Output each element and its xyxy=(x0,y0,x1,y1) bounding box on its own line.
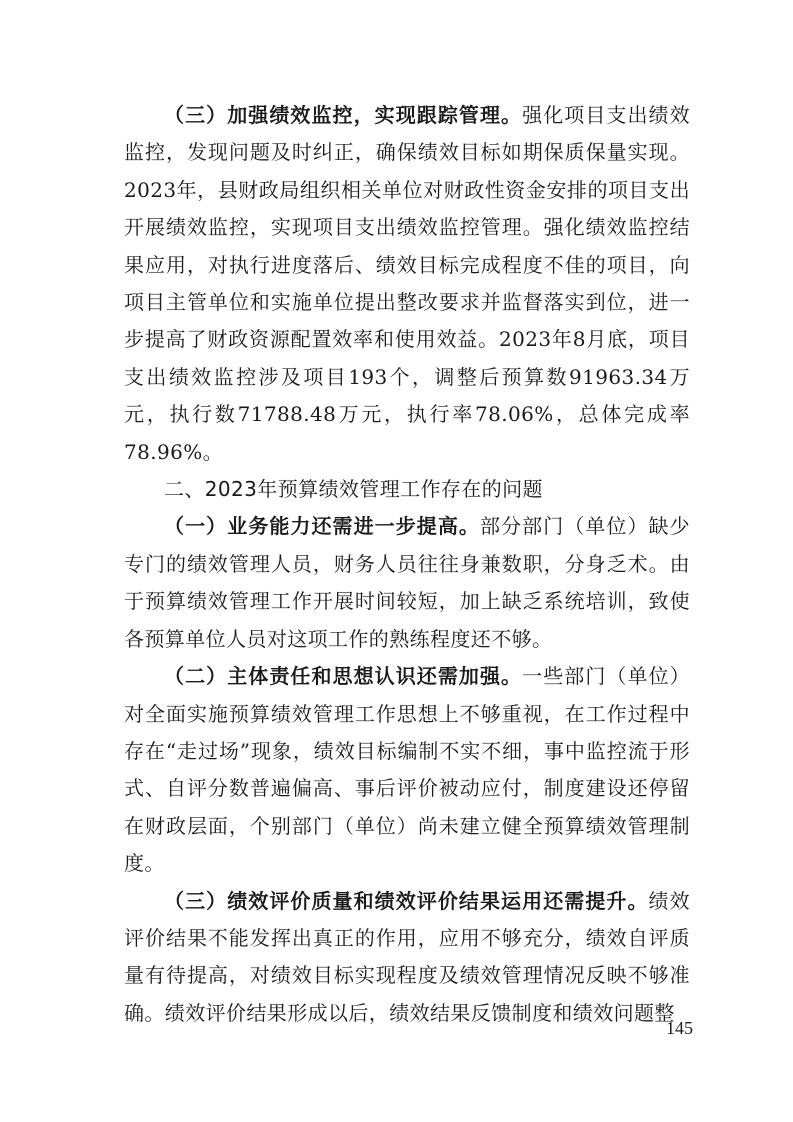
paragraph-responsibility xyxy=(124,658,690,882)
paragraph-lead: （二）主体责任和思想认识还需加强。 xyxy=(164,664,523,689)
paragraph-evaluation xyxy=(124,883,690,1033)
paragraph-capability xyxy=(124,508,690,658)
paragraph-body: 强化项目支出绩效监控，发现问题及时纠正，确保绩效目标如期保质保量实现。2023年，县财政局组织相关单位对财政性资金安排的项目支出开展绩效监控，实现项目支出绩效监控管理。强化绩效监控结果应用，对执行进度落后、绩效目标完成程度不佳的项目，向项目主管单位和实施单位提出整改要求并监督落实到位，进一步提高了财政资源配置效率和使用效益。2023年8月底，项目支出绩效监控涉及项目193个，调整后预算数91963.34万元，执行数71788.48万元，执行率78.06%，总体完成率78.96%。 xyxy=(124,103,690,464)
section-heading-problems: 二、2023年预算绩效管理工作存在的问题 xyxy=(164,477,543,502)
paragraph-monitoring xyxy=(124,97,690,471)
paragraph-body: 一些部门（单位）对全面实施预算绩效管理工作思想上不够重视，在工作过程中存在“走过场”现象，绩效目标编制不实不细，事中监控流于形式、自评分数普遍偏高、事后评价被动应付，制度建设还停留在财政层面，个别部门（单位）尚未建立健全预算绩效管理制度。 xyxy=(124,664,690,876)
paragraph-body: 部分部门（单位）缺少专门的绩效管理人员，财务人员往往身兼数职，分身乏术。由于预算绩效管理工作开展时间较短，加上缺乏系统培训，致使各预算单位人员对这项工作的熟练程度还不够。 xyxy=(124,514,690,651)
paragraph-lead: （三）绩效评价质量和绩效评价结果运用还需提升。 xyxy=(164,888,649,913)
paragraph-lead: （三）加强绩效监控，实现跟踪管理。 xyxy=(164,103,523,127)
paragraph-body: 绩效评价结果不能发挥出真正的作用，应用不够充分，绩效自评质量有待提高，对绩效目标实现程度及绩效管理情况反映不够准确。绩效评价结果形成以后，绩效结果反馈制度和绩效问题整 xyxy=(124,888,690,1025)
page-number: 145 xyxy=(666,1018,693,1038)
document-body xyxy=(124,97,690,1032)
paragraph-lead: （一）业务能力还需进一步提高。 xyxy=(164,514,480,539)
